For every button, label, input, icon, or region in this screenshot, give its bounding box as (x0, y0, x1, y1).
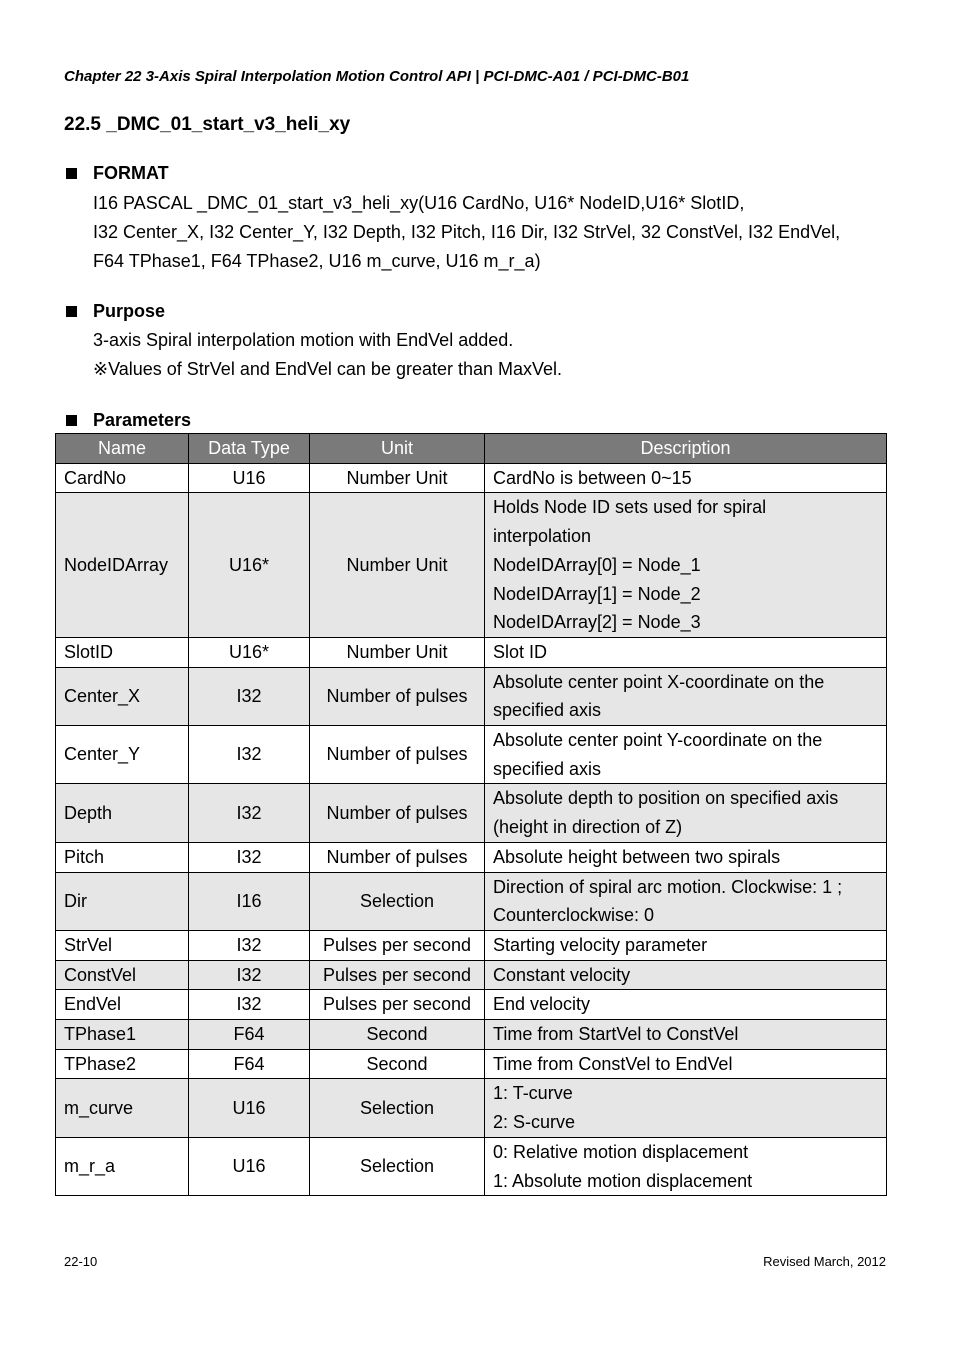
param-description-line: (height in direction of Z) (493, 817, 683, 838)
param-type-cell: I32 (189, 667, 310, 725)
param-name-cell: SlotID (56, 637, 189, 667)
param-type-cell: I32 (189, 930, 310, 960)
param-description-line: Absolute depth to position on specified axis (493, 788, 839, 809)
param-description-line: 1: T-curve (493, 1083, 573, 1104)
param-description-line: CardNo is between 0~15 (493, 467, 692, 488)
param-type-cell: U16 (189, 1137, 310, 1195)
param-unit-cell: Number Unit (310, 493, 485, 638)
table-row (56, 463, 887, 493)
table-row (56, 990, 887, 1020)
param-description-cell (485, 463, 887, 493)
table-row (56, 1020, 887, 1050)
column-header-description: Description (485, 434, 887, 464)
purpose-heading (66, 301, 165, 322)
param-type-cell: F64 (189, 1020, 310, 1050)
param-description-cell (485, 842, 887, 872)
param-description-cell (485, 1137, 887, 1195)
table-header-row (56, 434, 887, 464)
param-name-cell: CardNo (56, 463, 189, 493)
column-header-name: Name (56, 434, 189, 464)
param-description-line: Absolute center point Y-coordinate on the (493, 730, 823, 751)
column-header-data-type: Data Type (189, 434, 310, 464)
param-type-cell: U16 (189, 1079, 310, 1137)
table-row (56, 667, 887, 725)
table-row (56, 637, 887, 667)
param-name-cell: Pitch (56, 842, 189, 872)
purpose-heading-label: Purpose (93, 301, 166, 321)
param-description-line: NodeIDArray[0] = Node_1 (493, 554, 701, 575)
table-row (56, 1079, 887, 1137)
param-description-cell (485, 726, 887, 784)
param-description-line: Direction of spiral arc motion. Clockwise: 1 ; (493, 876, 843, 897)
param-unit-cell: Pulses per second (310, 930, 485, 960)
param-description-line: NodeIDArray[2] = Node_3 (493, 612, 701, 633)
param-description-line: Time from ConstVel to EndVel (493, 1053, 733, 1074)
param-name-cell: Dir (56, 872, 189, 930)
param-description-line: Absolute center point X-coordinate on the (493, 671, 825, 692)
parameters-heading (66, 410, 191, 431)
param-name-cell: Depth (56, 784, 189, 842)
param-type-cell: I32 (189, 784, 310, 842)
param-unit-cell: Number of pulses (310, 784, 485, 842)
param-description-cell (485, 667, 887, 725)
param-description-line: Absolute height between two spirals (493, 846, 781, 867)
purpose-text (93, 326, 562, 384)
param-name-cell: m_curve (56, 1079, 189, 1137)
param-description-cell (485, 493, 887, 638)
param-description-line: End velocity (493, 994, 591, 1015)
table-row (56, 872, 887, 930)
purpose-line: 3-axis Spiral interpolation motion with EndVel added. (93, 330, 514, 350)
param-unit-cell: Number Unit (310, 637, 485, 667)
purpose-line: ※Values of StrVel and EndVel can be greater than MaxVel. (93, 359, 563, 379)
param-name-cell: EndVel (56, 990, 189, 1020)
param-description-cell (485, 960, 887, 990)
param-description-line: Slot ID (493, 641, 548, 662)
format-heading-label: FORMAT (93, 163, 169, 183)
parameters-table (55, 433, 887, 1196)
param-unit-cell: Number of pulses (310, 726, 485, 784)
square-bullet-icon (66, 168, 77, 179)
column-header-unit: Unit (310, 434, 485, 464)
param-name-cell: Center_Y (56, 726, 189, 784)
format-line: I16 PASCAL _DMC_01_start_v3_heli_xy(U16 CardNo, U16* NodeID,U16* SlotID, (93, 193, 745, 213)
format-line: I32 Center_X, I32 Center_Y, I32 Depth, I32 Pitch, I16 Dir, I32 StrVel, 32 ConstVel, I32 EndVel, (93, 222, 841, 242)
param-description-cell (485, 1079, 887, 1137)
param-type-cell: F64 (189, 1049, 310, 1079)
param-description-cell (485, 784, 887, 842)
param-unit-cell: Selection (310, 872, 485, 930)
param-type-cell: U16* (189, 493, 310, 638)
format-heading (66, 163, 169, 184)
table-row (56, 1137, 887, 1195)
param-description-cell (485, 990, 887, 1020)
format-line: F64 TPhase1, F64 TPhase2, U16 m_curve, U16 m_r_a) (93, 251, 541, 271)
param-name-cell: TPhase2 (56, 1049, 189, 1079)
param-description-line: Time from StartVel to ConstVel (493, 1024, 739, 1045)
param-description-line: Constant velocity (493, 964, 631, 985)
param-name-cell: Center_X (56, 667, 189, 725)
param-description-cell (485, 930, 887, 960)
param-description-line: 2: S-curve (493, 1112, 576, 1133)
param-unit-cell: Pulses per second (310, 990, 485, 1020)
param-type-cell: I32 (189, 990, 310, 1020)
param-description-cell (485, 1020, 887, 1050)
param-unit-cell: Number of pulses (310, 667, 485, 725)
param-description-line: NodeIDArray[1] = Node_2 (493, 583, 701, 604)
square-bullet-icon (66, 306, 77, 317)
param-type-cell: U16* (189, 637, 310, 667)
param-unit-cell: Number Unit (310, 463, 485, 493)
param-type-cell: I32 (189, 960, 310, 990)
param-unit-cell: Selection (310, 1079, 485, 1137)
running-header: Chapter 22 3-Axis Spiral Interpolation Motion Control API | PCI-DMC-A01 / PCI-DMC-B01 (64, 68, 690, 85)
param-description-line: specified axis (493, 700, 602, 721)
param-unit-cell: Second (310, 1049, 485, 1079)
param-description-line: interpolation (493, 526, 592, 547)
param-name-cell: ConstVel (56, 960, 189, 990)
param-description-line: 1: Absolute motion displacement (493, 1170, 753, 1191)
table-row (56, 726, 887, 784)
revision-date: Revised March, 2012 (763, 1254, 886, 1269)
param-description-cell (485, 1049, 887, 1079)
table-row (56, 784, 887, 842)
format-signature (93, 189, 840, 276)
section-title: 22.5 _DMC_01_start_v3_heli_xy (64, 114, 351, 135)
param-description-line: Starting velocity parameter (493, 934, 708, 955)
param-description-line: Holds Node ID sets used for spiral (493, 497, 767, 518)
param-name-cell: StrVel (56, 930, 189, 960)
param-unit-cell: Second (310, 1020, 485, 1050)
square-bullet-icon (66, 415, 77, 426)
table-row (56, 930, 887, 960)
param-description-line: 0: Relative motion displacement (493, 1141, 749, 1162)
param-description-cell (485, 637, 887, 667)
param-name-cell: NodeIDArray (56, 493, 189, 638)
page-number: 22-10 (64, 1254, 98, 1269)
table-row (56, 842, 887, 872)
param-unit-cell: Pulses per second (310, 960, 485, 990)
param-name-cell: m_r_a (56, 1137, 189, 1195)
param-description-line: specified axis (493, 758, 602, 779)
param-type-cell: I32 (189, 726, 310, 784)
table-row (56, 1049, 887, 1079)
param-description-cell (485, 872, 887, 930)
table-row (56, 960, 887, 990)
param-unit-cell: Selection (310, 1137, 485, 1195)
param-type-cell: I32 (189, 842, 310, 872)
param-type-cell: U16 (189, 463, 310, 493)
table-row (56, 493, 887, 638)
parameters-heading-label: Parameters (93, 410, 192, 430)
param-description-line: Counterclockwise: 0 (493, 905, 655, 926)
param-unit-cell: Number of pulses (310, 842, 485, 872)
param-name-cell: TPhase1 (56, 1020, 189, 1050)
param-type-cell: I16 (189, 872, 310, 930)
